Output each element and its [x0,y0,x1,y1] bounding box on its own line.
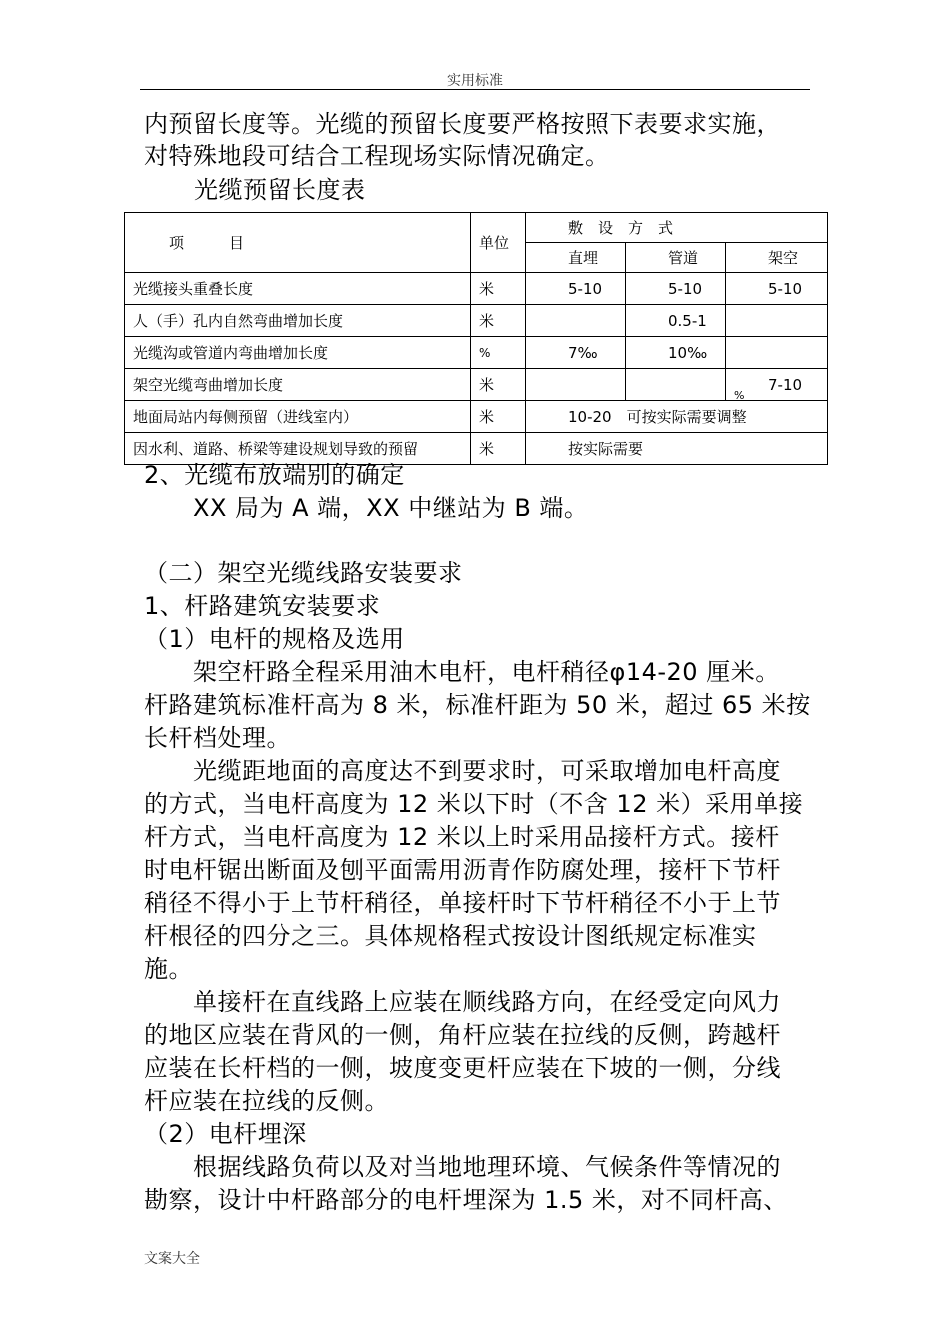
body-line: 根据线路负荷以及对当地地理环境、气候条件等情况的 [144,1153,781,1181]
row-direct [526,305,626,337]
body-line: 杆路建筑标准杆高为 8 米，标准杆距为 50 米，超过 65 米按 [144,691,811,719]
row-aerial [726,305,828,337]
table-row [125,273,828,305]
row-aerial-value: 7-10 [768,375,803,394]
body-line: 长杆档处理。 [144,724,291,752]
row-aerial [726,337,828,369]
section-heading: （1）电杆的规格及选用 [144,625,405,653]
row-item: 光缆接头重叠长度 [125,273,471,305]
row-item: 人（手）孔内自然弯曲增加长度 [125,305,471,337]
section-heading: （2）电杆埋深 [144,1120,307,1148]
aerial-note: % [734,389,745,402]
row-direct: 7‰ [526,337,626,369]
body-line: 杆方式，当电杆高度为 12 米以上时采用品接杆方式。接杆 [144,823,780,851]
header-method: 敷 设 方 式 [526,213,828,243]
intro-line-2: 对特殊地段可结合工程现场实际情况确定。 [144,142,610,170]
table-row [125,401,828,433]
row-unit: 米 [471,305,526,337]
body-line: 光缆距地面的高度达不到要求时，可采取增加电杆高度 [144,757,781,785]
row-unit: 米 [471,401,526,433]
table-row [125,337,828,369]
row-duct: 0.5-1 [626,305,726,337]
body-line: 勘察，设计中杆路部分的电杆埋深为 1.5 米，对不同杆高、 [144,1186,788,1214]
header-item: 项 目 [125,213,471,273]
section-heading: 2、光缆布放端别的确定 [144,461,405,489]
intro-line-1: 内预留长度等。光缆的预留长度要严格按照下表要求实施， [144,110,781,138]
row-item: 光缆沟或管道内弯曲增加长度 [125,337,471,369]
body-line: 的地区应装在背风的一侧，角杆应装在拉线的反侧，跨越杆 [144,1021,781,1049]
body-line: XX 局为 A 端，XX 中继站为 B 端。 [144,494,589,522]
row-item: 地面局站内每侧预留（进线室内） [125,401,471,433]
body-line: 单接杆在直线路上应装在顺线路方向，在经受定向风力 [144,988,781,1016]
body-line: 的方式，当电杆高度为 12 米以下时（不含 12 米）采用单接 [144,790,804,818]
body-line: 架空杆路全程采用油木电杆，电杆稍径φ14-20 厘米。 [144,658,780,686]
row-unit: 米 [471,369,526,401]
row-duct [626,369,726,401]
page-header-title: 实用标准 [447,73,503,89]
row-merged-value: 按实际需要 [526,433,828,465]
header-unit: 单位 [471,213,526,273]
row-item: 因水利、道路、桥梁等建设规划导致的预留 [125,433,471,465]
page-footer: 文案大全 [144,1251,200,1267]
row-aerial: 5-10 [726,273,828,305]
row-merged-value: 10-20 可按实际需要调整 [526,401,828,433]
section-heading: （二）架空光缆线路安装要求 [144,559,463,587]
row-item: 架空光缆弯曲增加长度 [125,369,471,401]
row-aerial [726,369,828,401]
body-line: 杆应装在拉线的反侧。 [144,1087,389,1115]
section-heading: 1、杆路建筑安装要求 [144,592,381,620]
row-direct [526,369,626,401]
header-rule [140,89,810,90]
body-line: 时电杆锯出断面及刨平面需用沥青作防腐处理，接杆下节杆 [144,856,781,884]
header-direct: 直埋 [526,243,626,273]
header-aerial: 架空 [726,243,828,273]
cable-reserve-table [124,212,828,465]
table-row [125,305,828,337]
row-unit: 米 [471,273,526,305]
body-line: 应装在长杆档的一侧，坡度变更杆应装在下坡的一侧，分线 [144,1054,781,1082]
row-unit: 米 [471,433,526,465]
header-duct: 管道 [626,243,726,273]
body-line: 施。 [144,955,193,983]
body-line: 稍径不得小于上节杆稍径，单接杆时下节杆稍径不小于上节 [144,889,781,917]
table-row [125,369,828,401]
row-duct: 5-10 [626,273,726,305]
row-unit: % [471,337,526,369]
row-direct: 5-10 [526,273,626,305]
body-line: 杆根径的四分之三。具体规格程式按设计图纸规定标准实 [144,922,757,950]
row-duct: 10‰ [626,337,726,369]
table-title: 光缆预留长度表 [194,176,366,204]
